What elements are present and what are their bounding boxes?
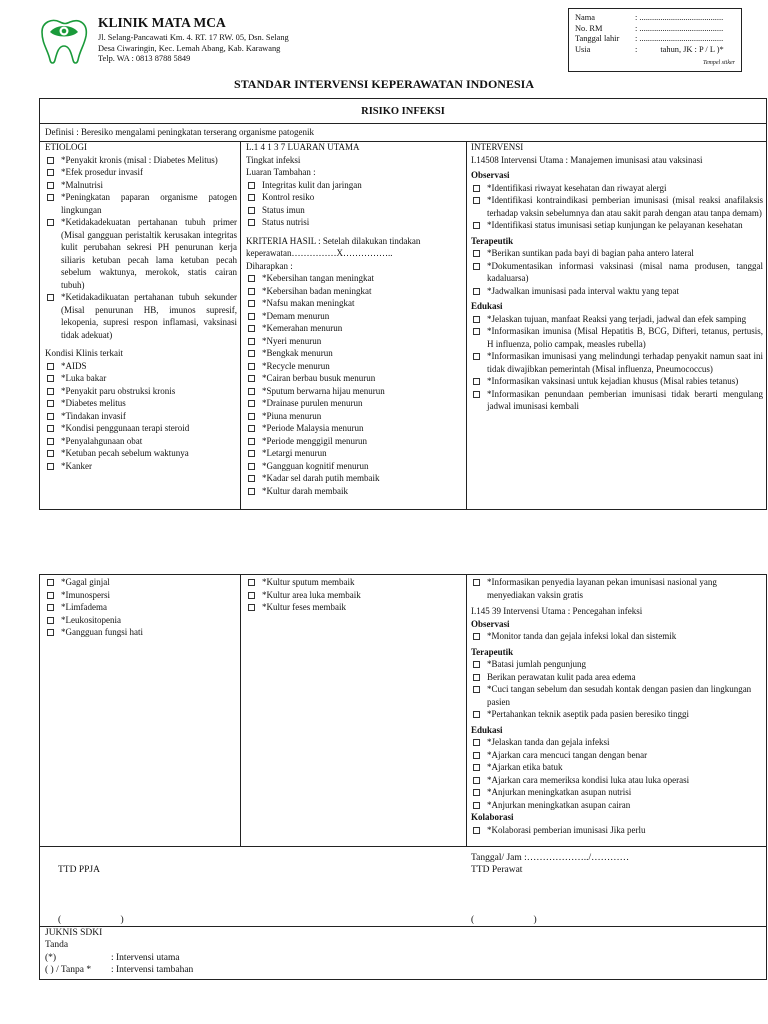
luaran-tambahan-item: Status imun [246, 204, 462, 217]
checkbox-icon[interactable] [473, 197, 480, 204]
kriteria-item: *Kultur feses membaik [246, 601, 462, 614]
kriteria-item: *Kebersihan tangan meningkat [246, 272, 462, 285]
kriteria-item: *Kultur sputum membaik [246, 576, 462, 589]
checkbox-icon[interactable] [248, 194, 255, 201]
patient-sticker-box [568, 8, 742, 72]
edukasi-item: *Ajarkan cara mencuci tangan dengan benar [471, 749, 763, 762]
etiologi-item: *Malnutrisi [45, 179, 237, 192]
kriteria-item: *Demam menurun [246, 310, 462, 323]
intervensi-header: INTERVENSI [471, 142, 524, 152]
etiologi-item: *Penyakit kronis (misal : Diabetes Melitus) [45, 154, 237, 167]
checkbox-icon[interactable] [248, 579, 255, 586]
patient-value: : tahun, JK : P / L )* [635, 44, 724, 54]
ttd-ppja-label: TTD PPJA [58, 865, 100, 875]
perawat-signature-field[interactable]: ( ) [471, 915, 537, 925]
edukasi-item: *Informasikan imunisa (Misal Hepatitis B, BCG, Difteri, tetanus, pertusis, H influenza, polio campak, measles rubella) [471, 325, 763, 350]
luaran-column [246, 141, 462, 497]
checkbox-icon[interactable] [473, 222, 480, 229]
checkbox-icon[interactable] [473, 777, 480, 784]
edukasi-item: *Ajarkan etika batuk [471, 761, 763, 774]
checkbox-icon[interactable] [248, 300, 255, 307]
checkbox-icon[interactable] [248, 450, 255, 457]
terapeutik-item: *Cuci tangan sebelum dan sesudah kontak dengan pasien dan lingkungan pasien [471, 683, 763, 708]
observasi-item: *Identifikasi riwayat kesehatan dan riwayat alergi [471, 182, 763, 195]
etiologi-item: *Efek prosedur invasif [45, 166, 237, 179]
terapeutik-item: Berikan perawatan kulit pada area edema [471, 671, 763, 684]
edukasi-header: Edukasi [471, 301, 503, 311]
checkbox-icon[interactable] [47, 425, 54, 432]
observasi-item: *Identifikasi kontraindikasi pemberian imunisasi (misal reaksi anafilaksis terhadap vaksin sebelumnya dan atau sakit parah dengan atau tanpa demam) [471, 194, 763, 219]
kondisi-item: *Ketuban pecah sebelum waktunya [45, 447, 237, 460]
checkbox-icon[interactable] [47, 363, 54, 370]
patient-label: No. RM [575, 23, 603, 33]
checkbox-icon[interactable] [248, 338, 255, 345]
edukasi-item: *Jelaskan tujuan, manfaat Reaksi yang terjadi, jadwal dan efek samping [471, 313, 763, 326]
diagnosis-title: RISIKO INFEKSI [361, 106, 445, 117]
checkbox-icon[interactable] [473, 316, 480, 323]
kolaborasi-header: Kolaborasi [471, 812, 514, 822]
checkbox-icon[interactable] [47, 617, 54, 624]
patient-value: : ........................................ [635, 23, 724, 33]
kriteria-hasil: KRITERIA HASIL : Setelah dilakukan tindakan keperawatan……………X…………….. [246, 235, 421, 258]
patient-row [575, 13, 735, 24]
checkbox-icon[interactable] [248, 463, 255, 470]
kriteria-item: *Kebersihan badan meningkat [246, 285, 462, 298]
checkbox-icon[interactable] [248, 425, 255, 432]
clinic-name: KLINIK MATA MCA [98, 15, 226, 30]
ppja-signature-field[interactable]: ( ) [58, 915, 124, 925]
luaran-header: L.1 4 1 3 7 LUARAN UTAMA [246, 142, 360, 152]
intervensi-utama: I.14508 Intervensi Utama : Manajemen imunisasi atau vaksinasi [471, 154, 703, 165]
kondisi-item: *Kanker [45, 460, 237, 473]
checkbox-icon[interactable] [47, 450, 54, 457]
checkbox-icon[interactable] [47, 169, 54, 176]
observasi-header: Observasi [471, 170, 510, 180]
diharapkan-label: Diharapkan : [246, 260, 293, 271]
kriteria-item: *Nyeri menurun [246, 335, 462, 348]
kondisi-header: Kondisi Klinis terkait [45, 348, 123, 358]
kondisi-item: *Leukositopenia [45, 614, 237, 627]
observasi-header: Observasi [471, 618, 510, 629]
checkbox-icon[interactable] [248, 604, 255, 611]
checkbox-icon[interactable] [47, 592, 54, 599]
patient-label: Tanggal lahir [575, 34, 620, 43]
checkbox-icon[interactable] [473, 711, 480, 718]
checkbox-icon[interactable] [473, 752, 480, 759]
etiologi-header: ETIOLOGI [45, 142, 87, 152]
checkbox-icon[interactable] [47, 413, 54, 420]
kondisi-item: *Penyalahgunaan obat [45, 435, 237, 448]
clinic-phone: Telp. WA : 0813 8788 5849 [98, 54, 191, 64]
juknis-title: JUKNIS SDKI [45, 928, 103, 938]
kondisi-item: *Gagal ginjal [45, 576, 237, 589]
checkbox-icon[interactable] [473, 328, 480, 335]
checkbox-icon[interactable] [248, 288, 255, 295]
edukasi-item: *Informasikan imunisasi yang melindungi terhadap penyakit namun saat ini tidak diwajibkan pemerintah (Misal influenza, Pneumococcus) [471, 350, 763, 375]
edukasi-item: *Jelaskan tanda dan gejala infeksi [471, 736, 763, 749]
checkbox-icon[interactable] [473, 353, 480, 360]
juknis-desc: : Intervensi tambahan [111, 965, 194, 976]
juknis-section [45, 927, 193, 977]
checkbox-icon[interactable] [473, 739, 480, 746]
checkbox-icon[interactable] [473, 288, 480, 295]
checkbox-icon[interactable] [47, 629, 54, 636]
kriteria-item: *Periode Malaysia menurun [246, 422, 462, 435]
patient-value: : ........................................ [635, 13, 724, 22]
kondisi-item: *Diabetes melitus [45, 397, 237, 410]
checkbox-icon[interactable] [248, 275, 255, 282]
kriteria-item: *Recycle menurun [246, 360, 462, 373]
checkbox-icon[interactable] [47, 438, 54, 445]
kriteria-item: *Periode menggigil menurun [246, 435, 462, 448]
checkbox-icon[interactable] [248, 475, 255, 482]
kondisi-item: *Imunospersi [45, 589, 237, 602]
etiologi-item: *Ketidakadekuatan pertahanan tubuh primer (Misal gangguan peristaltik kerusakan integritas kulit perubahan sekresi PH penurunan kerja siliaris ketuban pecah lama ketuban pecah sebelum waktunya, merokok, statis cairan tubuh) [45, 216, 237, 291]
terapeutik-item: *Pertahankan teknik aseptik pada pasien beresiko tinggi [471, 708, 763, 721]
etiologi-column [45, 141, 237, 472]
checkbox-icon[interactable] [473, 391, 480, 398]
checkbox-icon[interactable] [47, 388, 54, 395]
kondisi-item: *Kondisi penggunaan terapi steroid [45, 422, 237, 435]
patient-label: Nama [575, 13, 595, 22]
checkbox-icon[interactable] [248, 219, 255, 226]
patient-value: : ........................................ [635, 34, 724, 43]
kondisi-item: *Luka bakar [45, 372, 237, 385]
etiologi-item: *Ketidakadikuatan pertahanan tubuh sekunder (Misal penurunan HB, imunos supresif, lekopenia, supresi respon inflamasi, vaksinasi tidak adekuat) [45, 291, 237, 341]
checkbox-icon[interactable] [47, 463, 54, 470]
intervensi-column-cont [471, 576, 763, 836]
edukasi-item: *Informasikan penundaan pemberian imunisasi tidak berarti mengulang jadwal imunisasi kembali [471, 388, 763, 413]
edukasi-item: *Ajarkan cara memeriksa kondisi luka atau luka operasi [471, 774, 763, 787]
kondisi-item: *AIDS [45, 360, 237, 373]
observasi-item: *Identifikasi status imunisasi setiap kunjungan ke pelayanan kesehatan [471, 219, 763, 232]
checkbox-icon[interactable] [248, 207, 255, 214]
kriteria-item: *Sputum berwarna hijau menurun [246, 385, 462, 398]
patient-row [575, 45, 735, 56]
checkbox-icon[interactable] [248, 592, 255, 599]
kolaborasi-item: *Kolaborasi pemberian imunisasi Jika perlu [471, 824, 763, 837]
kriteria-item: *Piuna menurun [246, 410, 462, 423]
terapeutik-item: *Batasi jumlah pengunjung [471, 658, 763, 671]
checkbox-icon[interactable] [47, 579, 54, 586]
checkbox-icon[interactable] [473, 661, 480, 668]
checkbox-icon[interactable] [248, 182, 255, 189]
kondisi-item: *Limfadema [45, 601, 237, 614]
clinic-address [98, 33, 289, 65]
luaran-tambahan-item: Integritas kulit dan jaringan [246, 179, 462, 192]
checkbox-icon[interactable] [248, 313, 255, 320]
checkbox-icon[interactable] [473, 263, 480, 270]
checkbox-icon[interactable] [248, 413, 255, 420]
checkbox-icon[interactable] [473, 686, 480, 693]
checkbox-icon[interactable] [248, 388, 255, 395]
checkbox-icon[interactable] [47, 375, 54, 382]
diagnosis-definition: Definisi : Beresiko mengalami peningkatan terserang organisme patogenik [45, 127, 315, 137]
luaran-utama: Tingkat infeksi [246, 154, 301, 165]
terapeutik-item: *Dokumentasikan informasi vaksinasi (misal nama produsen, tanggal kadaluarsa) [471, 260, 763, 285]
terapeutik-header: Terapeutik [471, 235, 514, 246]
checkbox-icon[interactable] [248, 488, 255, 495]
kondisi-column-cont [45, 576, 237, 639]
juknis-row [45, 952, 193, 964]
juknis-mark: (*) [45, 952, 57, 963]
juknis-tanda: Tanda [45, 940, 69, 951]
terapeutik-header: Terapeutik [471, 646, 514, 657]
checkbox-icon[interactable] [473, 378, 480, 385]
checkbox-icon[interactable] [47, 604, 54, 611]
ttd-perawat-label: TTD Perawat [471, 865, 523, 875]
checkbox-icon[interactable] [248, 438, 255, 445]
table-divider [39, 123, 767, 124]
edukasi-item: *Informasikan vaksinasi untuk kejadian khusus (Misal rabies tetanus) [471, 375, 763, 388]
edukasi-item: *Anjurkan meningkatkan asupan nutrisi [471, 786, 763, 799]
terapeutik-item: *Jadwalkan imunisasi pada interval waktu yang tepat [471, 285, 763, 298]
observasi-item: *Monitor tanda dan gejala infeksi lokal dan sistemik [471, 630, 763, 643]
kondisi-item: *Penyakit paru obstruksi kronis [45, 385, 237, 398]
checkbox-icon[interactable] [473, 250, 480, 257]
checkbox-icon[interactable] [473, 802, 480, 809]
column-divider [466, 141, 467, 510]
edukasi-header: Edukasi [471, 724, 503, 735]
checkbox-icon[interactable] [248, 325, 255, 332]
checkbox-icon[interactable] [248, 400, 255, 407]
luaran-tambahan-item: Status nutrisi [246, 216, 462, 229]
column-divider [240, 141, 241, 510]
kriteria-item: *Kultur area luka membaik [246, 589, 462, 602]
kriteria-item: *Bengkak menurun [246, 347, 462, 360]
checkbox-icon[interactable] [47, 194, 54, 201]
kriteria-item: *Cairan berbau busuk menurun [246, 372, 462, 385]
checkbox-icon[interactable] [248, 363, 255, 370]
etiologi-item: *Peningkatan paparan organisme patogen lingkungan [45, 191, 237, 216]
checkbox-icon[interactable] [47, 400, 54, 407]
checkbox-icon[interactable] [473, 185, 480, 192]
document-title: STANDAR INTERVENSI KEPERAWATAN INDONESIA [234, 77, 534, 91]
checkbox-icon[interactable] [473, 764, 480, 771]
edukasi-item: *Anjurkan meningkatkan asupan cairan [471, 799, 763, 812]
checkbox-icon[interactable] [473, 789, 480, 796]
column-divider [240, 574, 241, 846]
luaran-tambahan-header: Luaran Tambahan : [246, 167, 316, 177]
clinic-logo [36, 14, 92, 66]
terapeutik-item: *Berikan suntikan pada bayi di bagian paha antero lateral [471, 247, 763, 260]
kriteria-item: *Letargi menurun [246, 447, 462, 460]
intervensi-utama-2: I.145 39 Intervensi Utama : Pencegahan infeksi [471, 606, 643, 616]
juknis-row [45, 964, 193, 976]
kriteria-item: *Nafsu makan meningkat [246, 297, 462, 310]
sticker-note: Tempel stiker [703, 59, 735, 66]
kriteria-item: *Kemerahan menurun [246, 322, 462, 335]
checkbox-icon[interactable] [473, 579, 480, 586]
edukasi-item: *Informasikan penyedia layanan pekan imunisasi nasional yang menyediakan vaksin gratis [471, 576, 763, 601]
checkbox-icon[interactable] [47, 182, 54, 189]
intervensi-column [471, 141, 763, 413]
patient-label: Usia [575, 44, 591, 54]
kondisi-item: *Gangguan fungsi hati [45, 626, 237, 639]
column-divider [466, 574, 467, 846]
kriteria-item: *Drainase purulen menurun [246, 397, 462, 410]
tanggal-jam-field[interactable]: Tanggal/ Jam :………………../………… [471, 853, 630, 863]
checkbox-icon[interactable] [473, 633, 480, 640]
luaran-tambahan-item: Kontrol resiko [246, 191, 462, 204]
checkbox-icon[interactable] [248, 350, 255, 357]
checkbox-icon[interactable] [47, 219, 54, 226]
checkbox-icon[interactable] [248, 375, 255, 382]
checkbox-icon[interactable] [473, 827, 480, 834]
address-line-2: Desa Ciwaringin, Kec. Lemah Abang, Kab. Karawang [98, 43, 281, 53]
kriteria-item: *Gangguan kognitif menurun [246, 460, 462, 473]
checkbox-icon[interactable] [47, 157, 54, 164]
patient-row [575, 34, 735, 45]
juknis-desc: : Intervensi utama [111, 952, 180, 963]
address-line-1: Jl. Selang-Pancawati Km. 4. RT. 17 RW. 05, Dsn. Selang [98, 33, 289, 42]
kriteria-item: *Kultur darah membaik [246, 485, 462, 498]
kriteria-column-cont [246, 576, 462, 614]
checkbox-icon[interactable] [473, 674, 480, 681]
kriteria-item: *Kadar sel darah putih membaik [246, 472, 462, 485]
kondisi-item: *Tindakan invasif [45, 410, 237, 423]
checkbox-icon[interactable] [47, 294, 54, 301]
table-divider [39, 846, 767, 847]
juknis-mark: ( ) / Tanpa * [45, 965, 92, 976]
patient-row [575, 24, 735, 35]
